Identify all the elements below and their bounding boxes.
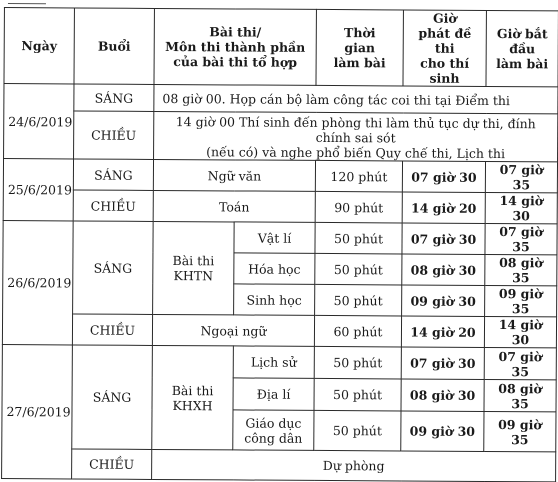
subject-cell: Hóa học	[234, 253, 315, 284]
date-cell: 27/6/2019	[2, 345, 73, 479]
start-time-cell: 09 giờ 35	[485, 285, 557, 316]
header-distribute-time: Giờ phát đề thi cho thí sinh	[403, 10, 486, 87]
subject-cell: Ngữ văn	[153, 159, 315, 191]
combined-exam-cell: Bài thi KHTN	[153, 221, 235, 314]
start-time-cell: 08 giờ 35	[484, 379, 556, 411]
session-cell: CHIỀU	[72, 449, 152, 479]
start-time-cell: 07 giờ 35	[485, 161, 557, 192]
note-cell: 08 giờ 00. Họp cán bộ làm công tác coi thi tại Điểm thi	[154, 84, 558, 113]
header-date: Ngày	[4, 8, 74, 84]
date-cell: 25/6/2019	[3, 159, 73, 221]
table-row	[4, 84, 558, 114]
distribute-time-cell: 14 giờ 20	[401, 316, 484, 348]
header-subject: Bài thi/ Môn thi thành phần của bài thi tổ hợp	[154, 8, 316, 85]
subject-cell: Toán	[153, 190, 315, 222]
header-start-time: Giờ bắt đầu làm bài	[486, 10, 558, 86]
start-time-cell: 14 giờ 30	[485, 192, 557, 223]
header-session: Buổi	[74, 8, 154, 84]
duration-cell: 50 phút	[314, 410, 401, 451]
session-cell: CHIỀU	[74, 111, 154, 159]
session-cell: SÁNG	[73, 221, 154, 314]
distribute-time-cell: 08 giờ 30	[402, 254, 485, 286]
table-row	[3, 159, 557, 193]
cropped-text-fragment	[8, 0, 46, 4]
date-cell: 26/6/2019	[2, 221, 73, 345]
duration-cell: 90 phút	[315, 191, 402, 223]
note-cell: 14 giờ 00 Thí sinh đến phòng thi làm thủ tục dự thi, đính chính sai sót (nếu có) và nghe phổ biến Quy chế thi, Lịch thi	[154, 111, 558, 161]
note-cell: Dự phòng	[152, 449, 556, 481]
table-row	[4, 111, 558, 162]
distribute-time-cell: 07 giờ 30	[402, 161, 485, 193]
header-row	[4, 8, 558, 87]
table-row	[3, 221, 557, 255]
distribute-time-cell: 09 giờ 30	[401, 411, 484, 452]
session-cell: CHIỀU	[72, 314, 152, 345]
exam-schedule-table	[1, 7, 558, 482]
subject-cell: Địa lí	[233, 378, 314, 410]
distribute-time-cell: 14 giờ 20	[402, 192, 485, 224]
session-cell: SÁNG	[72, 345, 153, 449]
distribute-time-cell: 09 giờ 30	[402, 285, 485, 317]
table-row	[2, 449, 556, 482]
duration-cell: 50 phút	[314, 378, 401, 411]
duration-cell: 50 phút	[315, 284, 402, 316]
start-time-cell: 07 giờ 35	[485, 223, 557, 254]
subject-cell: Sinh học	[234, 284, 315, 315]
distribute-time-cell: 07 giờ 30	[401, 347, 484, 380]
combined-exam-cell: Bài thi KHXH	[152, 345, 234, 449]
session-cell: SÁNG	[74, 84, 154, 111]
subject-cell: Giáo dục công dân	[233, 410, 314, 450]
subject-cell: Lịch sử	[233, 346, 314, 378]
start-time-cell: 14 giờ 30	[484, 316, 556, 347]
distribute-time-cell: 08 giờ 30	[401, 379, 484, 412]
table-row	[2, 314, 556, 348]
table-row	[3, 190, 557, 224]
duration-cell: 50 phút	[315, 253, 402, 285]
header-duration: Thời gian làm bài	[316, 9, 403, 86]
duration-cell: 60 phút	[314, 315, 401, 347]
duration-cell: 50 phút	[314, 346, 401, 379]
subject-cell: Ngoại ngữ	[152, 314, 314, 346]
subject-cell: Vật lí	[234, 222, 315, 253]
session-cell: SÁNG	[73, 159, 153, 190]
duration-cell: 50 phút	[315, 222, 402, 254]
start-time-cell: 08 giờ 35	[485, 254, 557, 285]
start-time-cell: 07 giờ 35	[484, 347, 556, 379]
session-cell: CHIỀU	[73, 190, 153, 221]
table-row	[2, 345, 556, 380]
start-time-cell: 09 giờ 35	[484, 411, 556, 451]
duration-cell: 120 phút	[315, 160, 402, 192]
date-cell: 24/6/2019	[4, 84, 74, 159]
distribute-time-cell: 07 giờ 30	[402, 223, 485, 255]
